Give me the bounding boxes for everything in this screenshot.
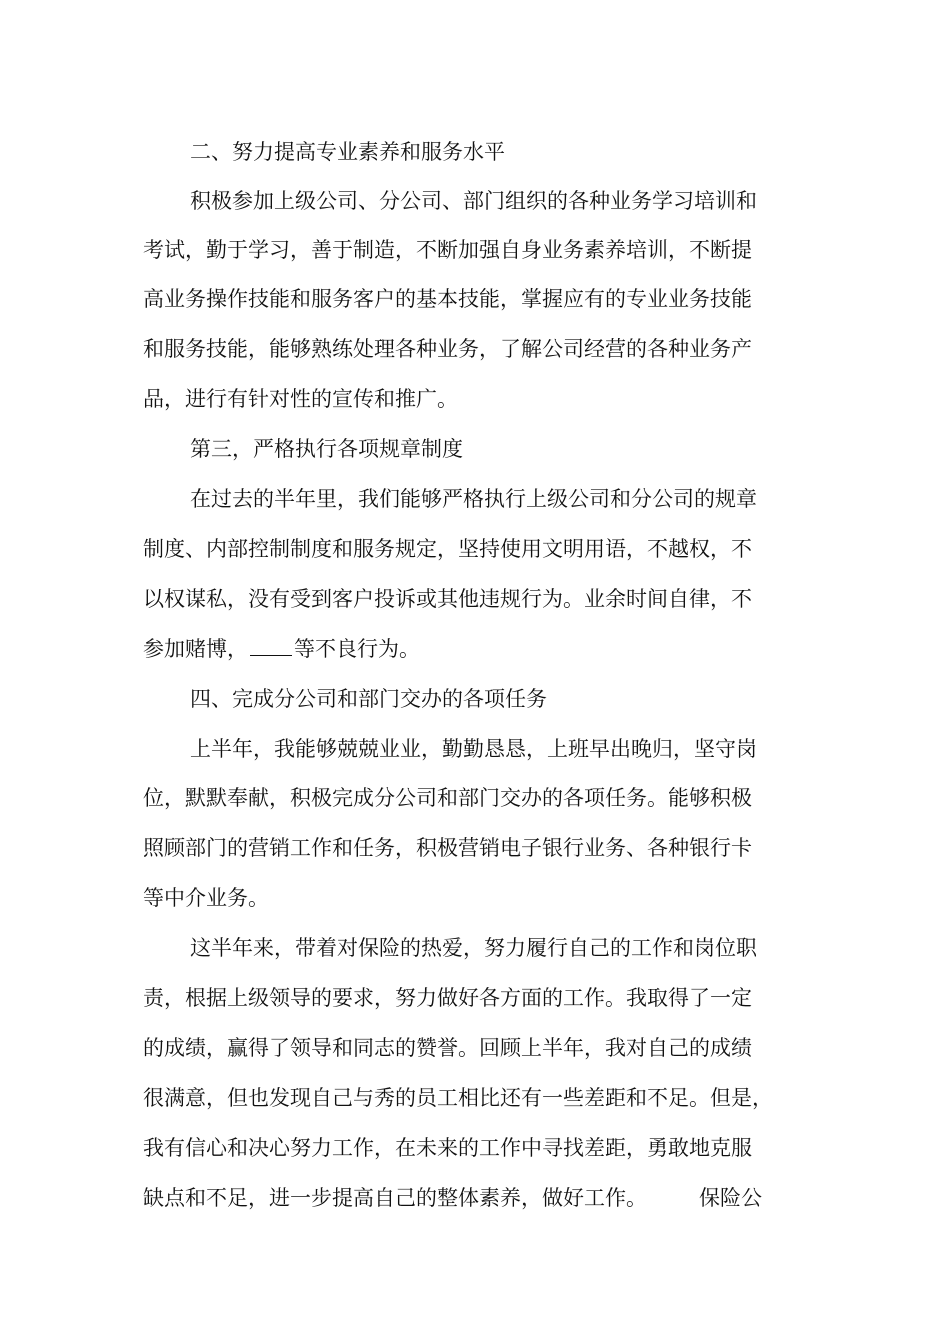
paragraph-line: 积极参加上级公司、分公司、部门组织的各种业务学习培训和 xyxy=(190,189,757,213)
paragraph-line: 和服务技能，能够熟练处理各种业务，了解公司经营的各种业务产 xyxy=(143,337,752,361)
paragraph-line: 的成绩，赢得了领导和同志的赞誉。回顾上半年，我对自己的成绩 xyxy=(143,1036,752,1060)
paragraph-line: 等中介业务。 xyxy=(143,886,269,910)
paragraph-line: 责，根据上级领导的要求，努力做好各方面的工作。我取得了一定 xyxy=(143,986,752,1010)
paragraph-line: 照顾部门的营销工作和任务，积极营销电子银行业务、各种银行卡 xyxy=(143,836,752,860)
paragraph-line: 品，进行有针对性的宣传和推广。 xyxy=(143,387,458,411)
paragraph-line: 上半年，我能够兢兢业业，勤勤恳恳，上班早出晚归，坚守岗 xyxy=(190,737,757,761)
paragraph-line-with-blank xyxy=(143,634,420,664)
paragraph-line: 高业务操作技能和服务客户的基本技能，掌握应有的专业业务技能 xyxy=(143,287,752,311)
paragraph-line: 这半年来，带着对保险的热爱，努力履行自己的工作和岗位职 xyxy=(190,936,757,960)
signature-text: 保险公 xyxy=(699,1186,762,1210)
paragraph-line: 制度、内部控制制度和服务规定，坚持使用文明用语，不越权，不 xyxy=(143,537,752,561)
section-heading-3: 第三，严格执行各项规章制度 xyxy=(190,437,463,461)
paragraph-line: 很满意，但也发现自己与秀的员工相比还有一些差距和不足。但是， xyxy=(143,1086,773,1110)
paragraph-text: 缺点和不足，进一步提高自己的整体素养，做好工作。 xyxy=(143,1186,647,1210)
fill-in-blank xyxy=(250,635,292,656)
paragraph-line: 位，默默奉献，积极完成分公司和部门交办的各项任务。能够积极 xyxy=(143,786,752,810)
paragraph-line: 在过去的半年里，我们能够严格执行上级公司和分公司的规章 xyxy=(190,487,757,511)
paragraph-text: 等不良行为。 xyxy=(294,637,420,661)
paragraph-line: 以权谋私，没有受到客户投诉或其他违规行为。业余时间自律，不 xyxy=(143,587,752,611)
section-heading-4: 四、完成分公司和部门交办的各项任务 xyxy=(190,687,547,711)
paragraph-line-with-signature xyxy=(143,1183,762,1213)
section-heading-2: 二、努力提高专业素养和服务水平 xyxy=(190,140,505,164)
paragraph-line: 我有信心和决心努力工作，在未来的工作中寻找差距，勇敢地克服 xyxy=(143,1136,752,1160)
paragraph-text: 参加赌博， xyxy=(143,637,248,661)
paragraph-line: 考试，勤于学习，善于制造，不断加强自身业务素养培训，不断提 xyxy=(143,238,752,262)
